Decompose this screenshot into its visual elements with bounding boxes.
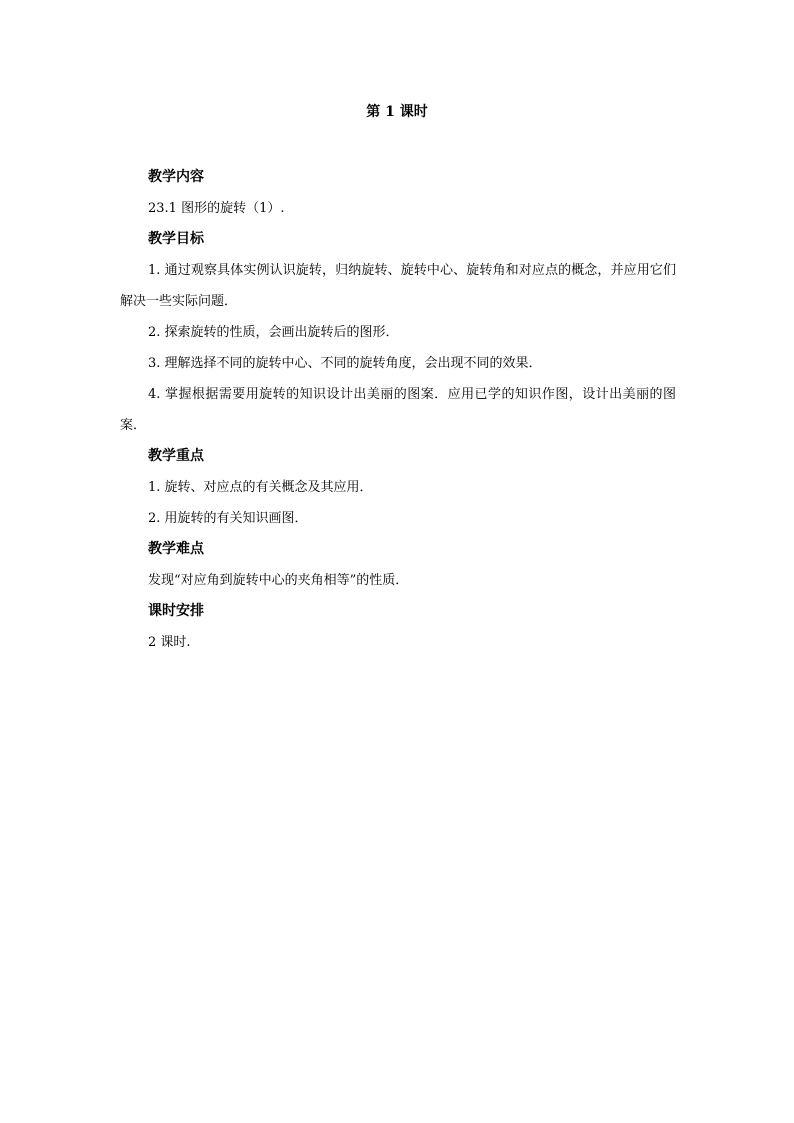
section-schedule (120, 596, 676, 658)
section-difficulties (120, 534, 676, 596)
section-heading-objectives: 教学目标 (148, 231, 204, 247)
objective-item-2: 2. 探索旋转的性质，会画出旋转后的图形． (148, 325, 399, 340)
section-heading-schedule: 课时安排 (148, 603, 204, 619)
objective-item-3: 3. 理解选择不同的旋转中心、不同的旋转角度，会出现不同的效果． (148, 356, 542, 371)
section-content (120, 162, 676, 224)
key-point-item-1: 1. 旋转、对应点的有关概念及其应用． (148, 480, 373, 495)
objective-item-1: 1. 通过观察具体实例认识旋转，归纳旋转、旋转中心、旋转角和对应点的概念，并应用它们解决一些实际问题． (120, 263, 676, 309)
lesson-title: 第 1 课时 (366, 104, 428, 120)
section-key-points (120, 441, 676, 534)
section-heading-difficulties: 教学难点 (148, 541, 204, 557)
document-body (120, 162, 676, 658)
section-heading-key-points: 教学重点 (148, 448, 204, 464)
schedule-paragraph: 2 课时. (148, 635, 191, 650)
difficulty-paragraph: 发现“对应角到旋转中心的夹角相等”的性质． (148, 573, 409, 588)
section-objectives (120, 224, 676, 441)
content-paragraph: 23.1 图形的旋转（1）. (148, 201, 285, 216)
key-point-item-2: 2. 用旋转的有关知识画图． (148, 511, 308, 526)
section-heading-content: 教学内容 (148, 169, 204, 185)
objective-item-4: 4. 掌握根据需要用旋转的知识设计出美丽的图案．应用已学的知识作图，设计出美丽的图案． (120, 387, 676, 433)
